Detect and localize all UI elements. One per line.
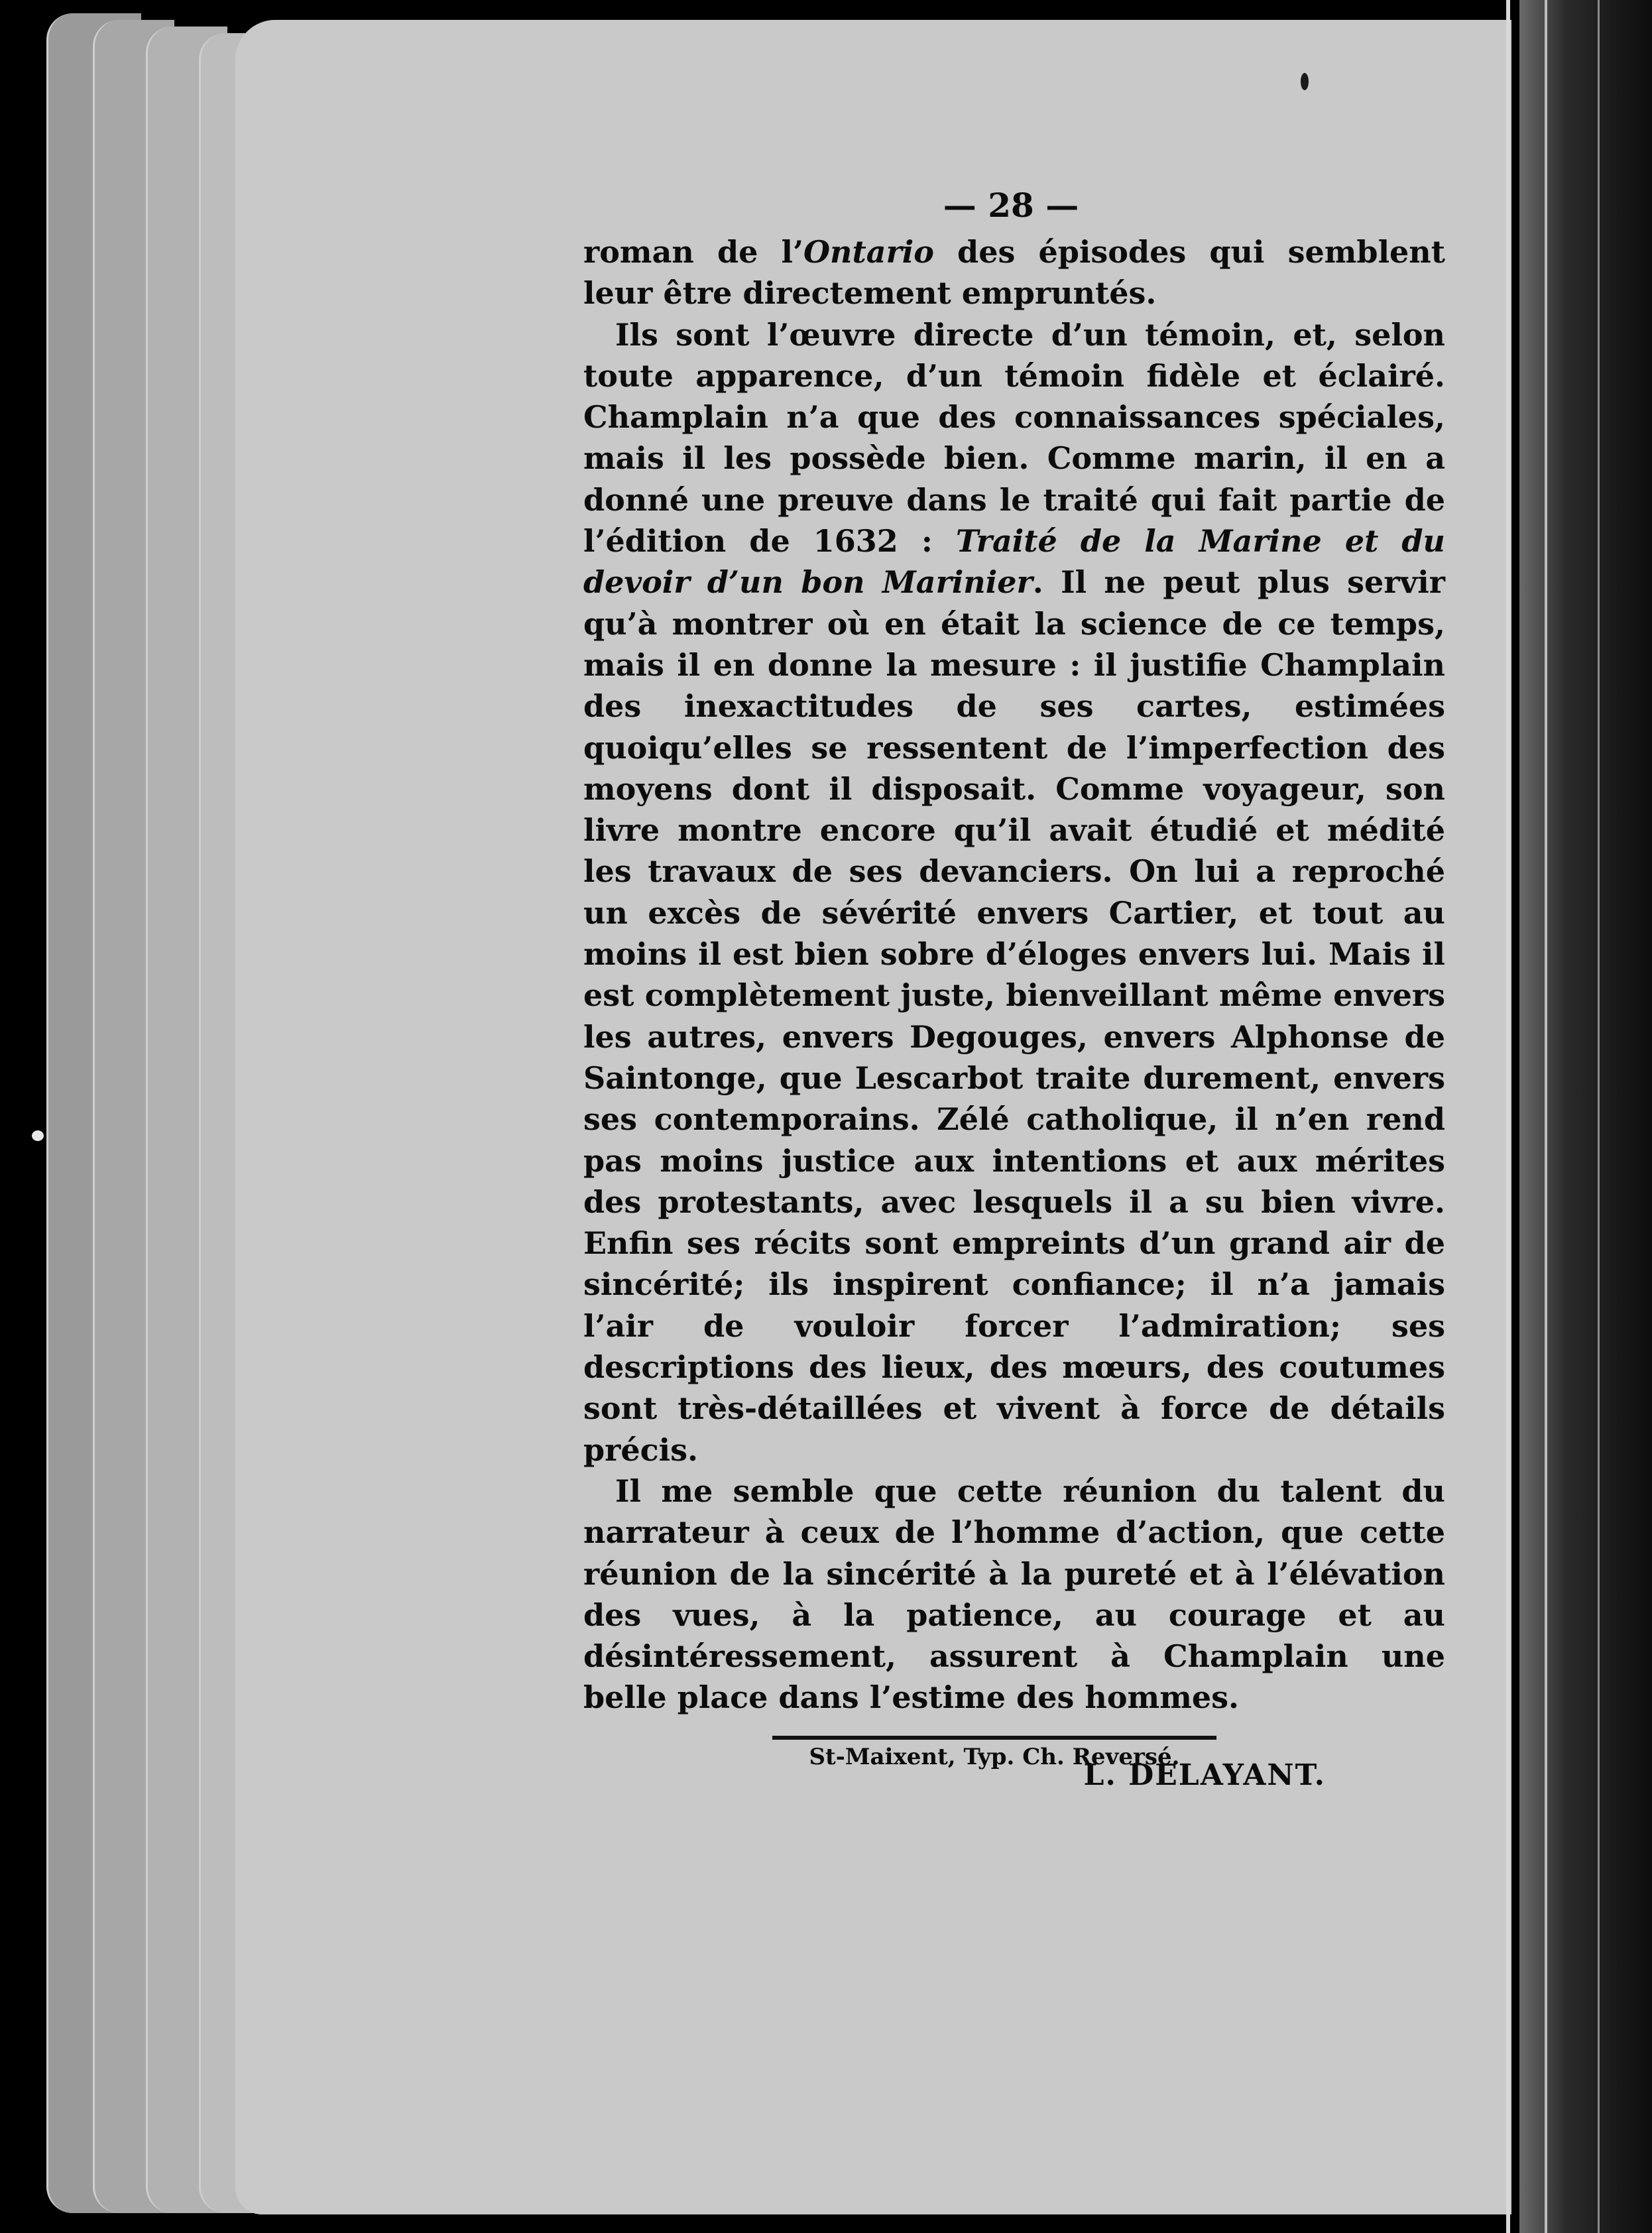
book-gutter xyxy=(1519,0,1652,2233)
text-body xyxy=(583,186,1445,1792)
paragraphs xyxy=(583,231,1445,1719)
paragraph xyxy=(583,314,1445,1471)
text-run: Ils sont l’œuvre directe d’un témoin, et, selon toute apparence, d’un témoin fidèle et éclairé. Champlain n’a que des connaissances spéciales, mais il les possède bien. Comme marin, il en a donné une preuve dans le traité qui fait partie de l’édition de 1632 : xyxy=(583,316,1445,560)
text-run: . Il ne peut plus servir qu’à montrer où en était la science de ce temps, mais il en donne la mesure : il justifie Champlain des inexactitudes de ses cartes, estimées quoiqu’elles se ressentent de l’imperfection des moyens dont il disposait. Comme voyageur, son livre montre encore qu’il avait étudié et médité les travaux de ses devanciers. On lui a reproché un excès de sévérité envers Cartier, et tout au moins il est bien sobre d’éloges envers lui. Mais il est complètement juste, bienveillant même envers les autres, envers Degouges, envers Alphonse de Saintonge, que Lescarbot traite durement, envers ses contemporains. Zélé catholique, il n’en rend pas moins justice aux intentions et aux mérites des protestants, avec lesquels il a su bien vivre. Enfin ses récits sont empreints d’un grand air de sincérité; ils inspirent confiance; il n’a jamais l’air de vouloir forcer l’admiration; ses descriptions des lieux, des mœurs, des coutumes sont très-détaillées et vivent à force de détails précis. xyxy=(583,564,1445,1468)
gutter-line xyxy=(1545,0,1547,2233)
gutter-line xyxy=(1506,0,1510,2233)
printer-imprint: St-Maixent, Typ. Ch. Reversé. xyxy=(809,1744,1180,1770)
italic-title: Traité de la Marine et du devoir d’un bon Marinier xyxy=(583,523,1445,601)
dust-speck xyxy=(32,1130,44,1141)
paragraph xyxy=(583,231,1445,314)
paragraph xyxy=(583,1471,1445,1719)
author-signature: L. DELAYANT. xyxy=(1083,1758,1326,1792)
dust-speck xyxy=(1301,73,1309,90)
text-run: Il me semble que cette réunion du talent du narrateur à ceux de l’homme d’action, que cette réunion de la sincérité à la pureté et à l’élévation des vues, à la patience, au courage et au désintéressement, assurent à Champlain une belle place dans l’estime des hommes. xyxy=(583,1473,1445,1716)
gutter-line xyxy=(1598,0,1600,2233)
footer-rule xyxy=(772,1736,1216,1740)
page-number: — 28 — xyxy=(943,186,1079,225)
text-run: des épisodes qui semblent leur être directement empruntés. xyxy=(583,234,1445,312)
italic-title: Ontario xyxy=(803,234,934,270)
text-run: roman de l’ xyxy=(583,234,803,270)
